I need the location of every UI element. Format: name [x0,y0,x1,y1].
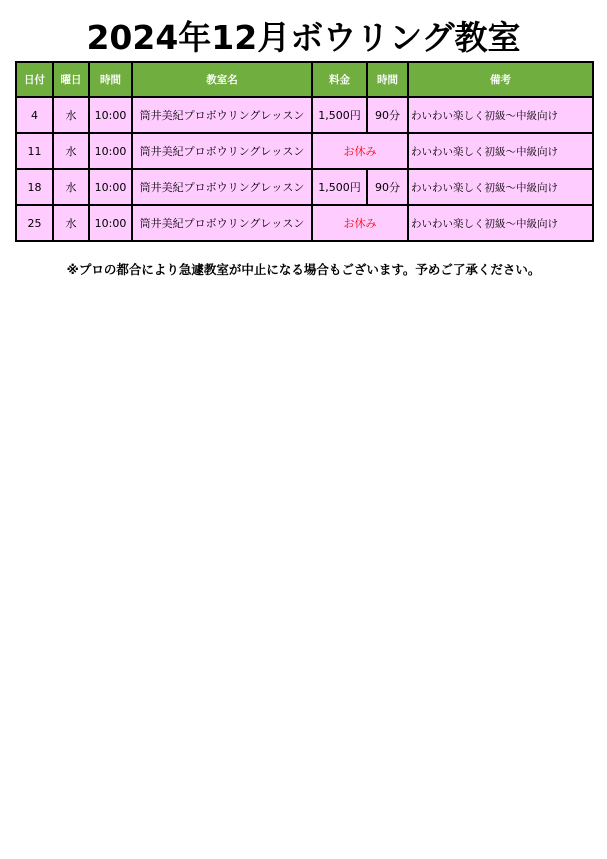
cell-time: 10:00 [89,97,132,133]
header-class-name: 教室名 [132,62,312,97]
table-row [16,169,593,205]
cell-weekday: 水 [53,133,89,169]
cell-closed: お休み [312,133,408,169]
cell-weekday: 水 [53,97,89,133]
table-row [16,133,593,169]
schedule-table [15,61,594,242]
cell-note: わいわい楽しく初級～中級向け [408,133,593,169]
header-date: 日付 [16,62,53,97]
header-time: 時間 [89,62,132,97]
cell-note: わいわい楽しく初級～中級向け [408,169,593,205]
header-duration: 時間 [367,62,408,97]
page-title: 2024年12月ボウリング教室 [86,18,521,57]
cell-class-name: 筒井美紀プロボウリングレッスン [132,133,312,169]
cell-date: 18 [16,169,53,205]
cell-duration: 90分 [367,97,408,133]
footnote: ※プロの都合により急遽教室が中止になる場合もございます。予めご了承ください。 [66,262,541,277]
header-fee: 料金 [312,62,367,97]
cell-note: わいわい楽しく初級～中級向け [408,97,593,133]
cell-date: 25 [16,205,53,241]
cell-duration: 90分 [367,169,408,205]
cell-weekday: 水 [53,169,89,205]
cell-class-name: 筒井美紀プロボウリングレッスン [132,97,312,133]
cell-date: 11 [16,133,53,169]
table-row [16,97,593,133]
cell-weekday: 水 [53,205,89,241]
header-note: 備考 [408,62,593,97]
cell-class-name: 筒井美紀プロボウリングレッスン [132,169,312,205]
cell-fee: 1,500円 [312,97,367,133]
table-row [16,205,593,241]
cell-date: 4 [16,97,53,133]
cell-time: 10:00 [89,133,132,169]
cell-note: わいわい楽しく初級～中級向け [408,205,593,241]
header-weekday: 曜日 [53,62,89,97]
cell-class-name: 筒井美紀プロボウリングレッスン [132,205,312,241]
cell-time: 10:00 [89,205,132,241]
cell-fee: 1,500円 [312,169,367,205]
header-row [16,62,593,97]
cell-closed: お休み [312,205,408,241]
cell-time: 10:00 [89,169,132,205]
